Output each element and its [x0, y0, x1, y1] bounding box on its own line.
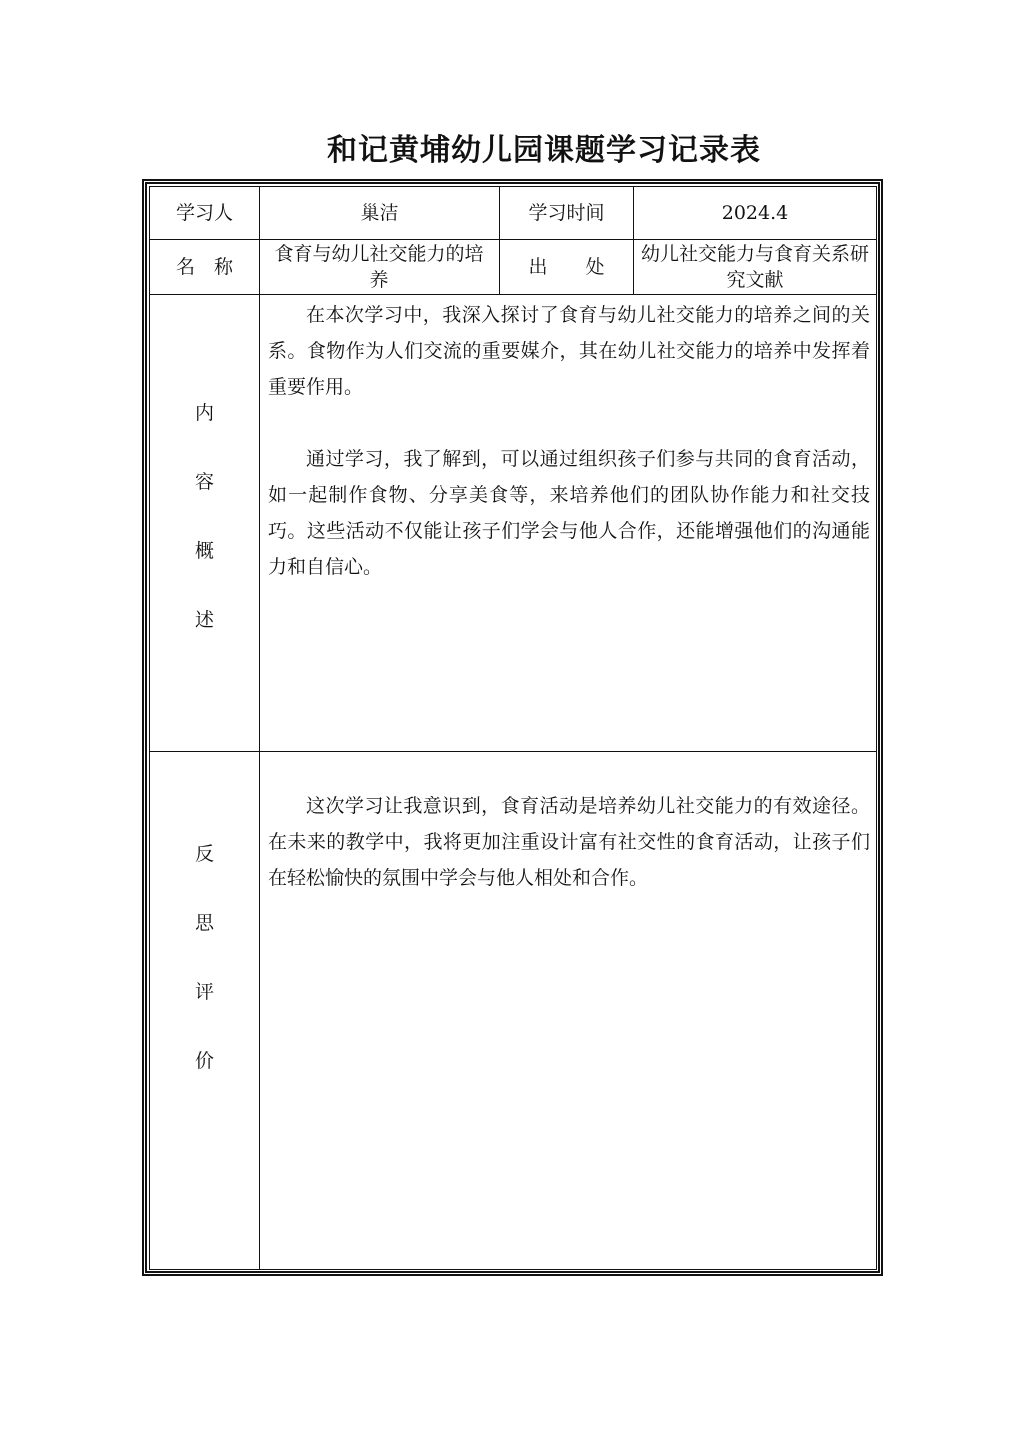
content-summary-label — [150, 295, 259, 751]
study-time-label: 学习时间 — [528, 202, 605, 224]
content-label-char: 内 — [194, 402, 214, 424]
content-label-char: 述 — [194, 609, 214, 631]
column-divider-1 — [259, 186, 260, 1270]
source-label: 出 处 — [528, 256, 605, 278]
reflection-label-char: 价 — [194, 1049, 214, 1072]
content-summary-text — [268, 297, 870, 585]
content-paragraph: 通过学习，我了解到，可以通过组织孩子们参与共同的食育活动，如一起制作食物、分享美食等，来培养他们的团队协作能力和社交技巧。这些活动不仅能让孩子们学会与他人合作，还能增强他们的沟通能力和自信心。 — [268, 448, 870, 578]
source-value: 幼儿社交能力与食育关系研究文献 — [640, 243, 869, 291]
topic-name-value: 食育与幼儿社交能力的培养 — [274, 243, 484, 291]
reflection-paragraph: 这次学习让我意识到，食育活动是培养幼儿社交能力的有效途径。在未来的教学中，我将更加注重设计富有社交性的食育活动，让孩子们在轻松愉快的氛围中学会与他人相处和合作。 — [268, 795, 870, 889]
reflection-text — [268, 788, 870, 896]
learner-label: 学习人 — [175, 202, 233, 224]
content-label-char: 概 — [194, 540, 214, 562]
reflection-label-char: 评 — [194, 980, 214, 1003]
study-time-value: 2024.4 — [721, 202, 789, 224]
form-title: 和记黄埔幼儿园课题学习记录表 — [327, 133, 761, 168]
content-paragraph: 在本次学习中，我深入探讨了食育与幼儿社交能力的培养之间的关系。食物作为人们交流的重要媒介，其在幼儿社交能力的培养中发挥着重要作用。 — [268, 304, 870, 398]
reflection-label-char: 思 — [194, 911, 214, 934]
content-label-char: 容 — [194, 471, 214, 493]
topic-name-label: 名 称 — [175, 256, 233, 278]
learner-value: 巢洁 — [360, 202, 399, 224]
reflection-label-char: 反 — [194, 842, 214, 865]
reflection-label — [150, 752, 259, 1269]
